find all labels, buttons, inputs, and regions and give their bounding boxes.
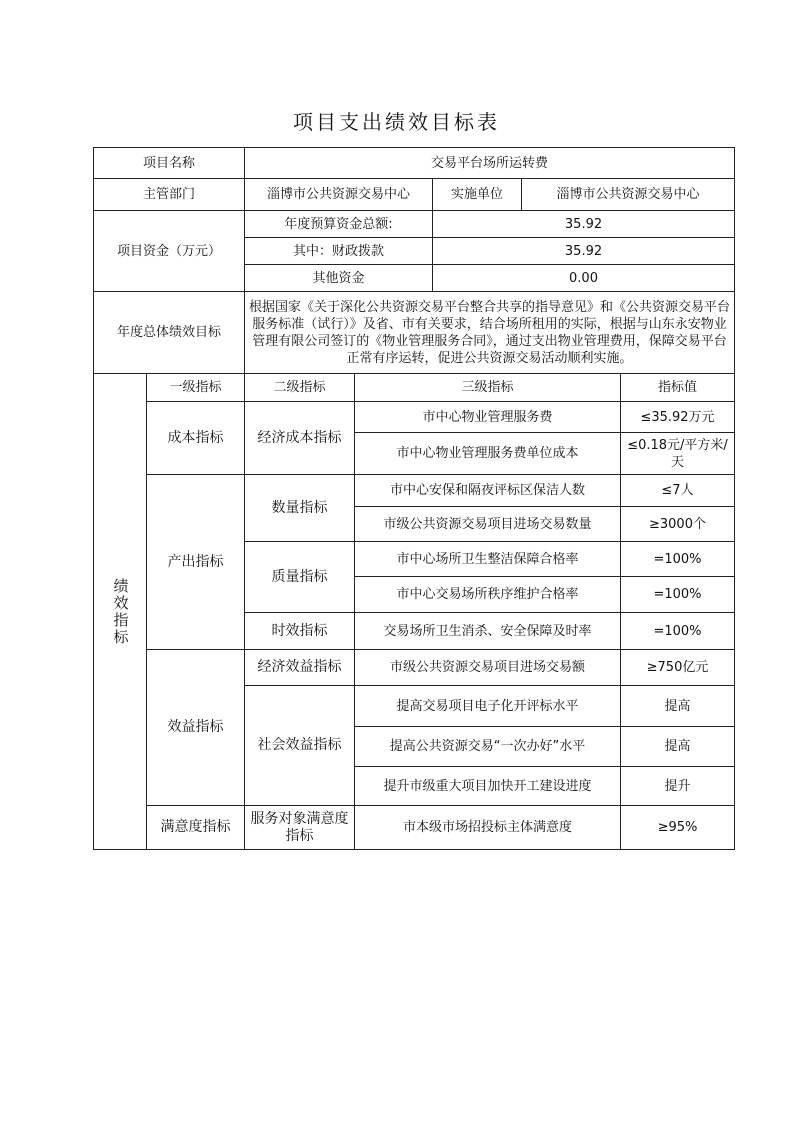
indicator-name: 提高交易项目电子化开评标水平 bbox=[355, 686, 621, 727]
level1-satisfaction: 满意度指标 bbox=[147, 806, 245, 850]
indicator-value: ≥3000个 bbox=[621, 507, 735, 542]
col-header-level3: 三级指标 bbox=[355, 374, 621, 402]
fund-fiscal-label: 其中：财政拨款 bbox=[245, 238, 433, 265]
indicator-value: =100% bbox=[621, 577, 735, 613]
indicator-name: 市中心物业管理服务费 bbox=[355, 402, 621, 433]
col-header-value: 指标值 bbox=[621, 374, 735, 402]
indicator-name: 市本级市场招投标主体满意度 bbox=[355, 806, 621, 850]
indicator-name: 提高公共资源交易“一次办好”水平 bbox=[355, 727, 621, 767]
dept-value: 淄博市公共资源交易中心 bbox=[245, 179, 433, 211]
dept-label: 主管部门 bbox=[94, 179, 245, 211]
fund-other-label: 其他资金 bbox=[245, 265, 433, 292]
indicator-value: ≥750亿元 bbox=[621, 650, 735, 686]
fund-other-value: 0.00 bbox=[433, 265, 735, 292]
level2-social-benefit: 社会效益指标 bbox=[245, 686, 355, 806]
level1-output: 产出指标 bbox=[147, 475, 245, 650]
goal-text: 根据国家《关于深化公共资源交易平台整合共享的指导意见》和《公共资源交易平台服务标准（试行）》及省、市有关要求，结合场所租用的实际，根据与山东永安物业管理有限公司签订的《物业管理服务合同》，通过支出物业管理费用，保障交易平台正常有序运转，促进公共资源交易活动顺利实施。 bbox=[245, 292, 735, 374]
project-name-value: 交易平台场所运转费 bbox=[245, 148, 735, 179]
indicator-value: 提高 bbox=[621, 727, 735, 767]
indicator-name: 交易场所卫生消杀、安全保障及时率 bbox=[355, 613, 621, 650]
indicator-name: 市中心安保和隔夜评标区保洁人数 bbox=[355, 475, 621, 507]
project-name-label: 项目名称 bbox=[94, 148, 245, 179]
col-header-level1: 一级指标 bbox=[147, 374, 245, 402]
indicator-value: ≤7人 bbox=[621, 475, 735, 507]
indicator-name: 市中心场所卫生整洁保障合格率 bbox=[355, 542, 621, 577]
indicator-value: =100% bbox=[621, 542, 735, 577]
indicator-table bbox=[93, 373, 735, 850]
impl-label: 实施单位 bbox=[433, 179, 522, 211]
level2-timeliness: 时效指标 bbox=[245, 613, 355, 650]
indicator-name: 提升市级重大项目加快开工建设进度 bbox=[355, 767, 621, 806]
indicator-value: ≤35.92万元 bbox=[621, 402, 735, 433]
level1-benefit: 效益指标 bbox=[147, 650, 245, 806]
indicator-name: 市级公共资源交易项目进场交易额 bbox=[355, 650, 621, 686]
indicator-value: 提高 bbox=[621, 686, 735, 727]
fund-total-value: 35.92 bbox=[433, 211, 735, 238]
level2-economic-cost: 经济成本指标 bbox=[245, 402, 355, 475]
impl-value: 淄博市公共资源交易中心 bbox=[522, 179, 735, 211]
indicator-value: ≤0.18元/平方米/天 bbox=[621, 433, 735, 475]
page-title: 项目支出绩效目标表 bbox=[293, 110, 500, 134]
project-info-table bbox=[93, 147, 735, 374]
level2-quantity: 数量指标 bbox=[245, 475, 355, 542]
indicator-value: ≥95% bbox=[621, 806, 735, 850]
indicator-name: 市中心交易场所秩序维护合格率 bbox=[355, 577, 621, 613]
performance-indicator-side-label: 绩效指标 bbox=[94, 374, 147, 850]
fund-fiscal-value: 35.92 bbox=[433, 238, 735, 265]
fund-label: 项目资金（万元） bbox=[94, 211, 245, 292]
level2-service-satisfaction: 服务对象满意度指标 bbox=[245, 806, 355, 850]
indicator-value: 提升 bbox=[621, 767, 735, 806]
col-header-level2: 二级指标 bbox=[245, 374, 355, 402]
indicator-name: 市中心物业管理服务费单位成本 bbox=[355, 433, 621, 475]
indicator-name: 市级公共资源交易项目进场交易数量 bbox=[355, 507, 621, 542]
level2-economic-benefit: 经济效益指标 bbox=[245, 650, 355, 686]
level1-cost: 成本指标 bbox=[147, 402, 245, 475]
level2-quality: 质量指标 bbox=[245, 542, 355, 613]
indicator-value: =100% bbox=[621, 613, 735, 650]
fund-total-label: 年度预算资金总额: bbox=[245, 211, 433, 238]
goal-label: 年度总体绩效目标 bbox=[94, 292, 245, 374]
